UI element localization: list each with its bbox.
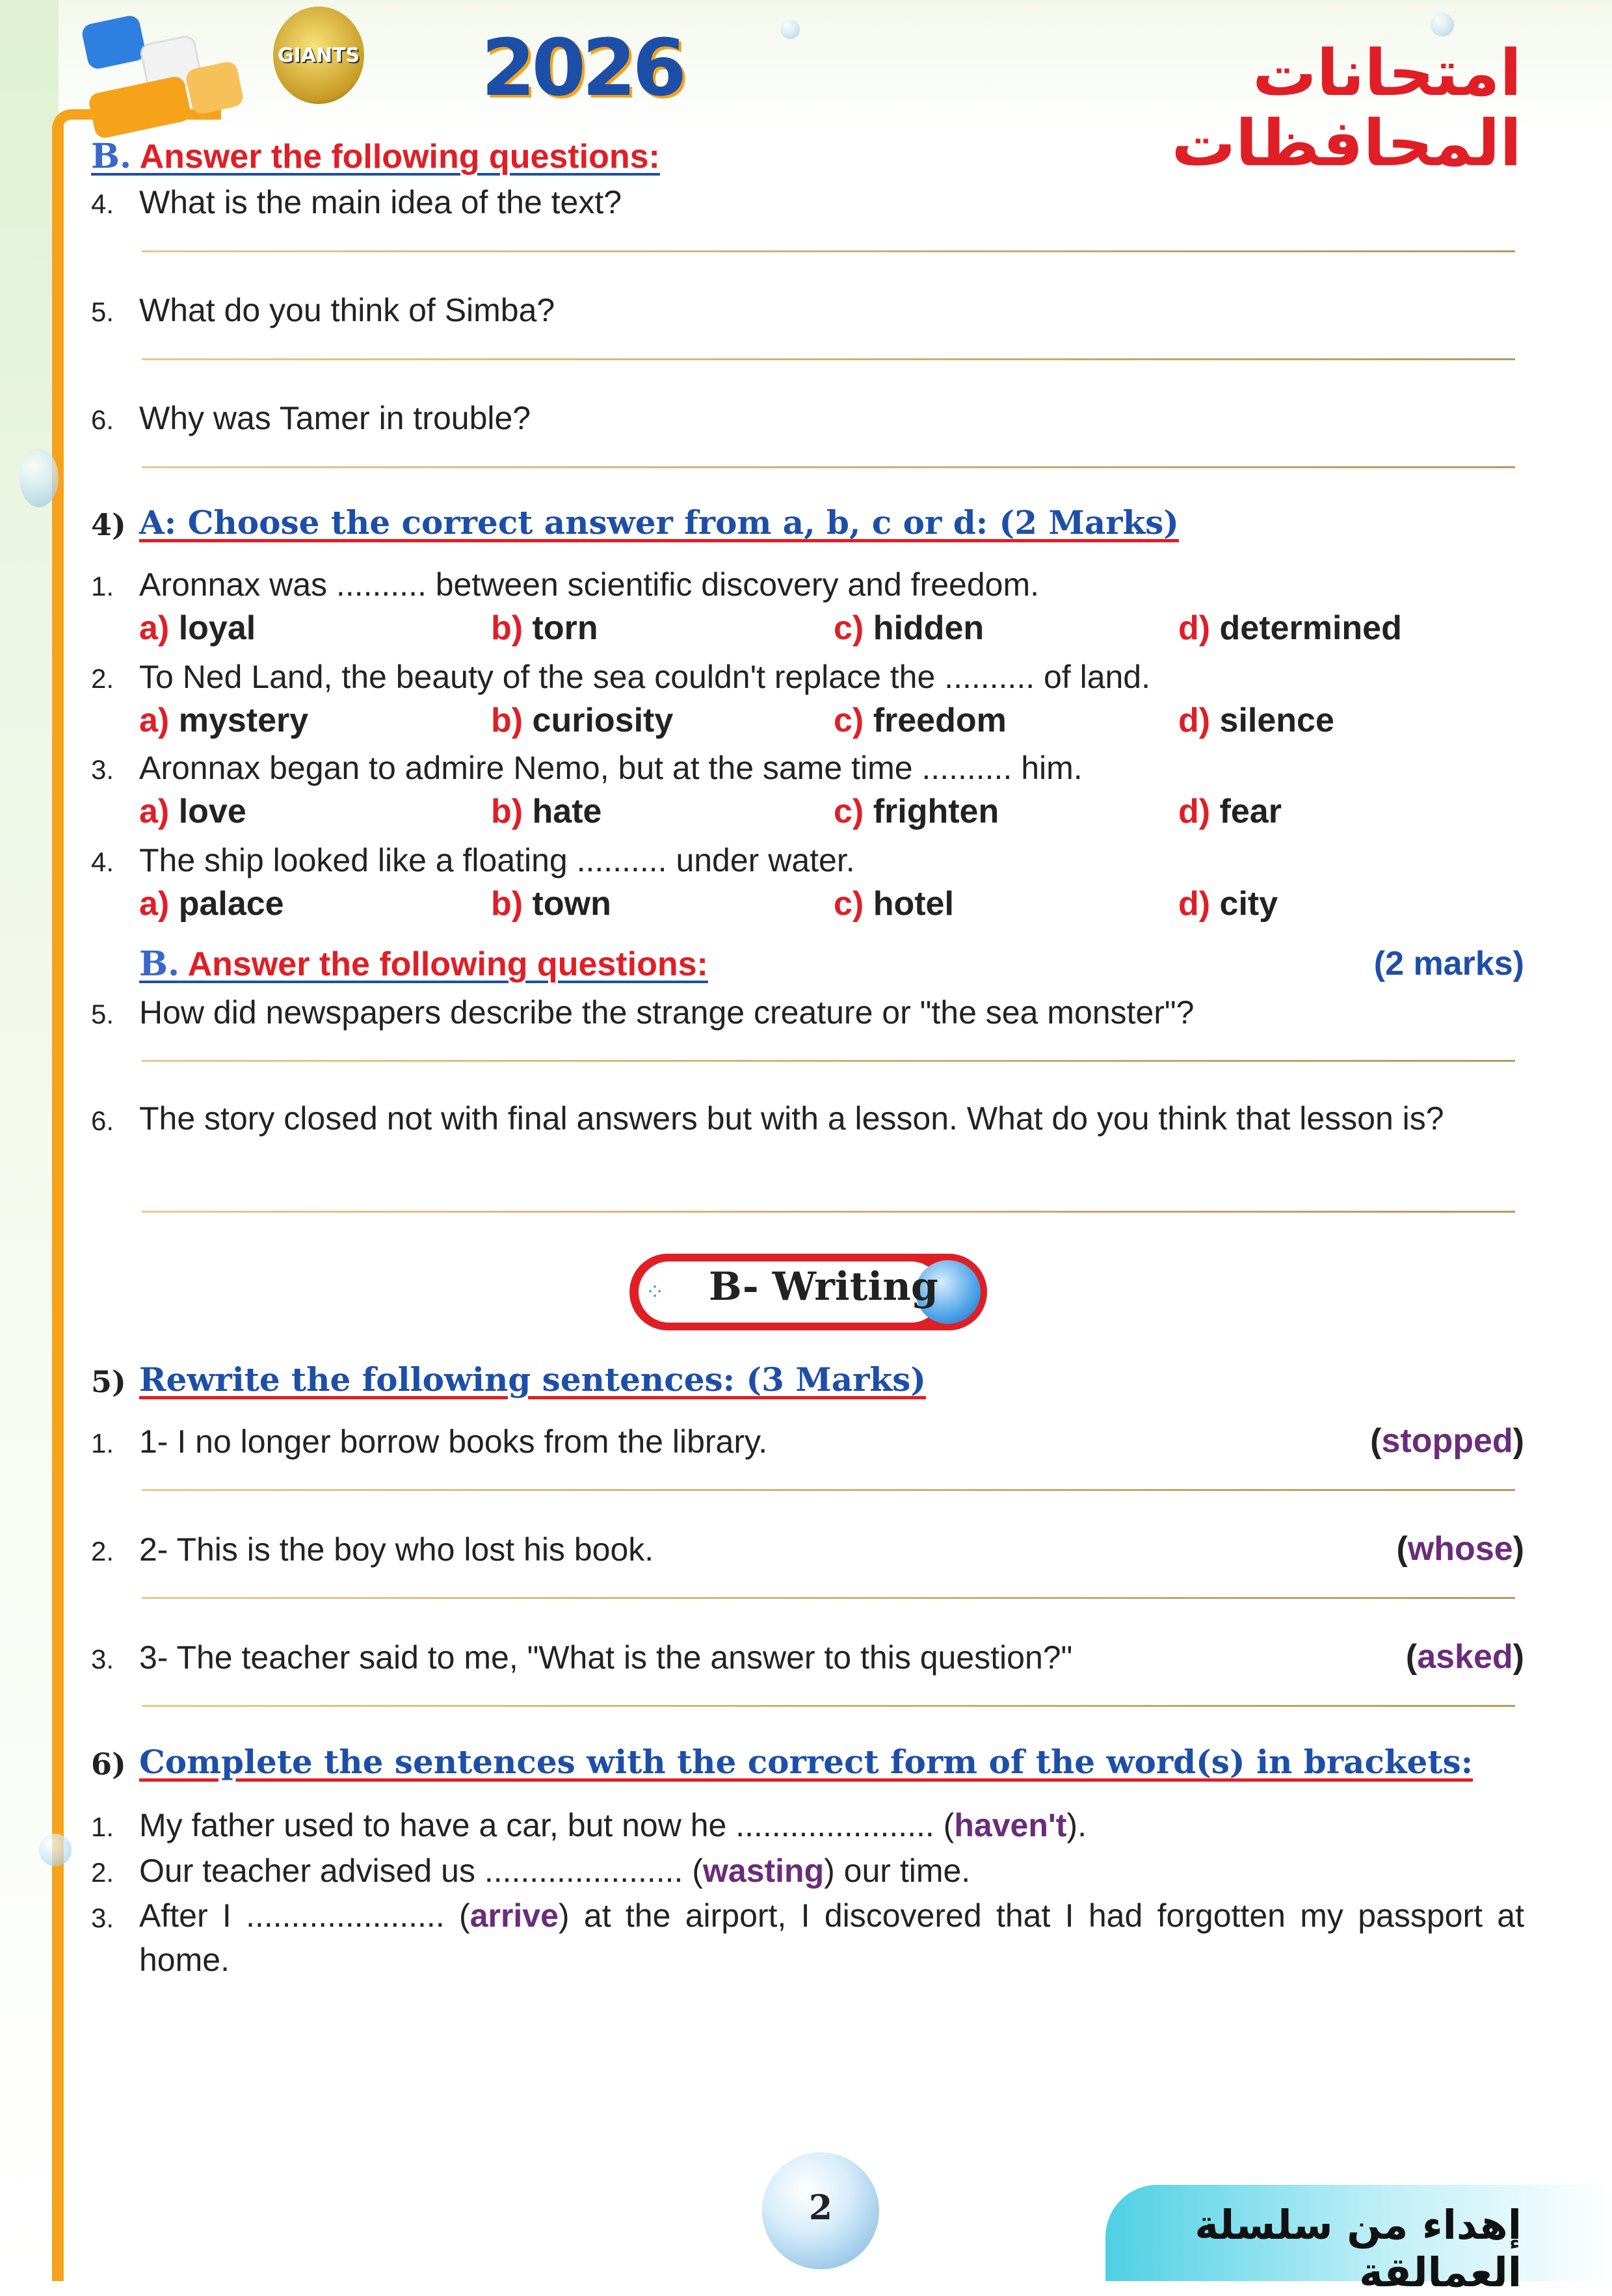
- decor-bubble: [39, 1834, 72, 1866]
- option-d[interactable]: d) city: [1178, 885, 1278, 923]
- option-b[interactable]: b) torn: [491, 609, 598, 647]
- section-4b-heading: B. Answer the following questions:: [139, 944, 708, 984]
- question-number: 2.: [91, 1857, 114, 1888]
- option-b[interactable]: b) town: [491, 885, 611, 923]
- answer-line[interactable]: [142, 1489, 1515, 1491]
- section-number: 5): [91, 1364, 126, 1399]
- giants-badge-icon: [273, 7, 364, 104]
- question-number: 3.: [91, 1644, 114, 1674]
- question-text: To Ned Land, the beauty of the sea couldn't replace the .......... of land.: [139, 659, 1151, 695]
- question-number: 6.: [91, 1105, 114, 1136]
- answer-line[interactable]: [142, 358, 1515, 360]
- question-text: Aronnax began to admire Nemo, but at the same time .......... him.: [139, 750, 1083, 786]
- footer-credit: إهداء من سلسلة العمالقة: [1195, 2201, 1522, 2296]
- question-number: 5.: [91, 999, 114, 1029]
- option-d[interactable]: d) determined: [1178, 609, 1402, 647]
- decor-bubble: [1431, 13, 1454, 36]
- part-b-heading: B. Answer the following questions:: [91, 137, 660, 176]
- option-c[interactable]: c) freedom: [834, 702, 1007, 739]
- answer-line[interactable]: [142, 1211, 1515, 1213]
- marks-label: (2 marks): [1373, 945, 1524, 983]
- option-a[interactable]: a) love: [139, 793, 246, 830]
- series-logo-icon: [78, 13, 234, 130]
- giants-badge-text: GIANTS: [277, 44, 360, 67]
- question-number: 3.: [91, 1903, 114, 1933]
- question-number: 1.: [91, 571, 114, 601]
- question-text: How did newspapers describe the strange creature or "the sea monster"?: [139, 994, 1195, 1031]
- sentence-text: 1- I no longer borrow books from the library.: [139, 1423, 768, 1460]
- question-text: The story closed not with final answers but with a lesson. What do you think that lesson is?: [139, 1100, 1444, 1137]
- decor-bubble: [20, 449, 59, 507]
- answer-line[interactable]: [142, 1060, 1515, 1062]
- answer-line[interactable]: [142, 250, 1515, 252]
- section-6-heading: Complete the sentences with the correct form of the word(s) in brackets:: [139, 1743, 1473, 1781]
- section-4-heading: A: Choose the correct answer from a, b, c or d: (2 Marks): [139, 503, 1179, 542]
- sentence-text: 2- This is the boy who lost his book.: [139, 1531, 654, 1568]
- section-5-heading: Rewrite the following sentences: (3 Marks): [139, 1360, 926, 1399]
- question-number: 2.: [91, 1536, 114, 1566]
- question-number: 6.: [91, 404, 114, 435]
- keyword-hint: (whose): [1396, 1530, 1524, 1568]
- option-a[interactable]: a) mystery: [139, 702, 309, 739]
- question-text: What do you think of Simba?: [139, 292, 555, 328]
- writing-label: B- Writing: [709, 1264, 938, 1310]
- decor-bubble: [780, 20, 800, 39]
- option-a[interactable]: a) palace: [139, 885, 284, 923]
- question-number: 5.: [91, 297, 114, 327]
- answer-line[interactable]: [142, 1597, 1515, 1599]
- question-number: 1.: [91, 1428, 114, 1458]
- sentence-text: After I ...................... (arrive) at the airport, I discovered that I had forgotten my passport at home.: [139, 1897, 1524, 1978]
- option-b[interactable]: b) hate: [491, 793, 602, 830]
- keyword-hint: (stopped): [1370, 1422, 1524, 1460]
- answer-line[interactable]: [142, 1705, 1515, 1707]
- question-number: 4.: [91, 847, 114, 877]
- question-text: What is the main idea of the text?: [139, 184, 622, 220]
- page-title: امتحانات المحافظات: [1171, 36, 1522, 181]
- option-c[interactable]: c) frighten: [834, 793, 999, 830]
- answer-line[interactable]: [142, 466, 1515, 468]
- sentence-text: Our teacher advised us ...................... (wasting) our time.: [139, 1853, 971, 1889]
- option-d[interactable]: d) fear: [1178, 793, 1282, 830]
- question-text: The ship looked like a floating .......... under water.: [139, 842, 855, 878]
- option-a[interactable]: a) loyal: [139, 609, 256, 647]
- sentence-text: 3- The teacher said to me, "What is the answer to this question?": [139, 1639, 1073, 1676]
- left-background-wash: [0, 0, 59, 2281]
- section-number: 6): [91, 1747, 126, 1782]
- option-d[interactable]: d) silence: [1178, 702, 1334, 739]
- question-number: 3.: [91, 754, 114, 785]
- question-number: 1.: [91, 1812, 114, 1842]
- section-number: 4): [91, 507, 126, 542]
- question-number: 4.: [91, 189, 114, 219]
- dots-icon: ⁘: [645, 1278, 665, 1305]
- year-label: 2026: [481, 23, 683, 114]
- sentence-text: My father used to have a car, but now he ...................... (haven't).: [139, 1807, 1087, 1843]
- option-b[interactable]: b) curiosity: [491, 702, 674, 739]
- option-c[interactable]: c) hotel: [834, 885, 954, 923]
- orange-margin-rail: [52, 117, 64, 2281]
- option-c[interactable]: c) hidden: [834, 609, 984, 647]
- page-number: 2: [808, 2188, 833, 2228]
- question-text: Aronnax was .......... between scientific discovery and freedom.: [139, 566, 1039, 603]
- question-text: Why was Tamer in trouble?: [139, 400, 531, 436]
- keyword-hint: (asked): [1405, 1638, 1524, 1676]
- question-number: 2.: [91, 663, 114, 694]
